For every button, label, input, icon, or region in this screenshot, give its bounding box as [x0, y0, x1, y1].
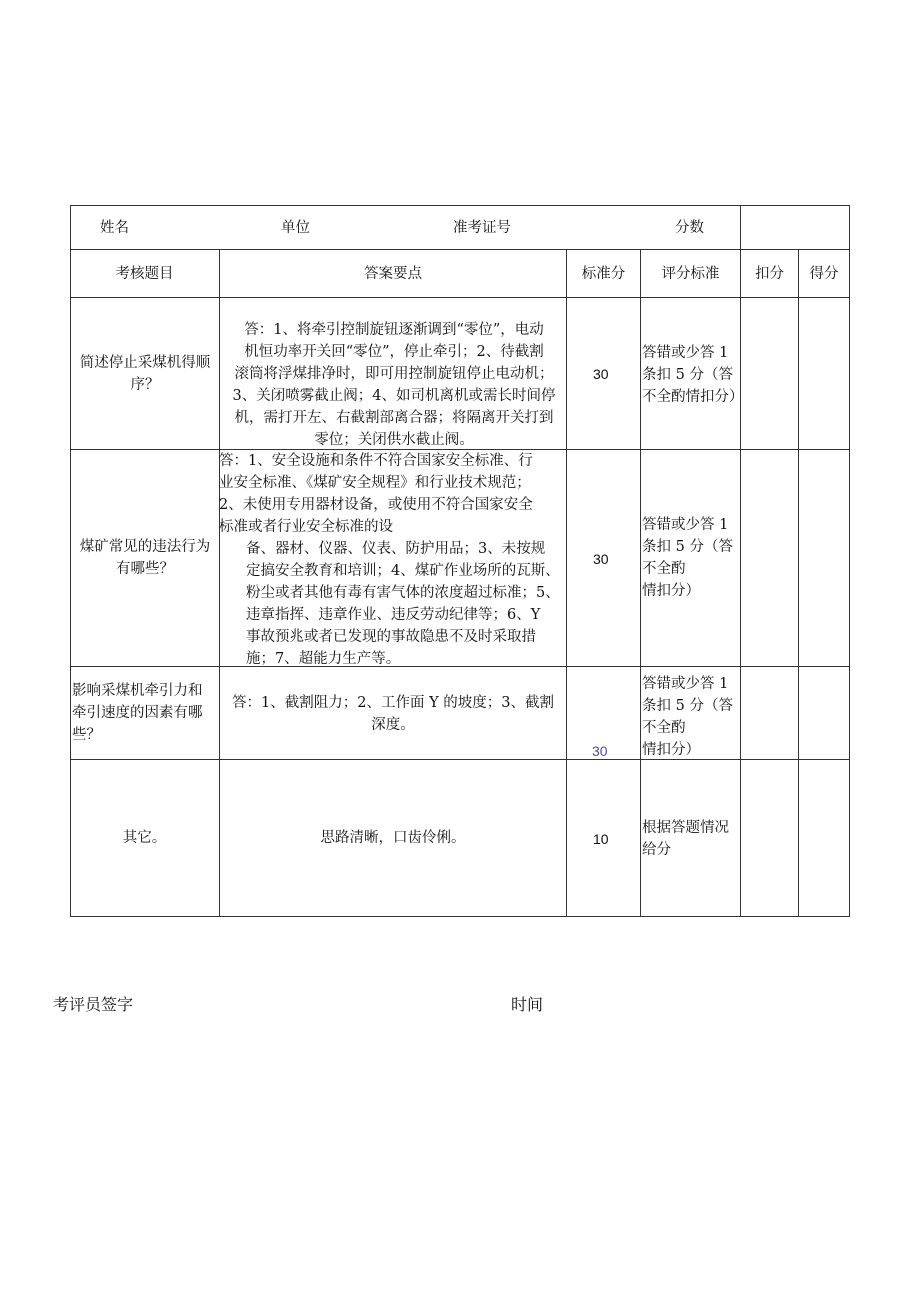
- deduction-field[interactable]: [741, 450, 798, 666]
- row-divider: [70, 297, 850, 298]
- unit-label: 单位: [281, 220, 310, 236]
- answer-line: 备、器材、仪器、仪表、防护用品；3、未按规: [246, 541, 546, 557]
- standard-score: 10: [593, 831, 609, 847]
- answer-line: 滚筒将浮煤排净时，即可用控制旋钮停止电动机；: [234, 366, 554, 382]
- topic-text: 简述停止采煤机得顺: [79, 355, 211, 371]
- deduction-field[interactable]: [741, 760, 798, 916]
- topic-text: 煤矿常见的违法行为: [79, 539, 211, 555]
- criteria-line: 不全酌: [642, 720, 686, 736]
- answer-line: 违章指挥、违章作业、违反劳动纪律等；6、Y: [246, 607, 541, 623]
- answer-line: 答：1、安全设施和条件不符合国家安全标准、行: [219, 453, 533, 469]
- criteria-line: 给分: [642, 842, 671, 858]
- criteria-line: 答错或少答 1: [642, 517, 729, 533]
- name-label: 姓名: [100, 220, 129, 236]
- answer-cell: [226, 319, 562, 451]
- answer-line: 事故预兆或者已发现的事故隐患不及时采取措: [246, 629, 536, 645]
- assessment-table: [70, 205, 850, 917]
- answer-line: 深度。: [371, 717, 415, 733]
- score-field[interactable]: [799, 667, 849, 759]
- answer-line: 2、未使用专用器材设备，或使用不符合国家安全: [219, 497, 533, 513]
- standard-score: 30: [593, 366, 609, 382]
- exam-number-label: 准考证号: [453, 220, 511, 236]
- criteria-line: 答错或少答 1: [642, 345, 729, 361]
- answer-line: 机恒功率开关回“零位”，停止牵引；2、待截割: [244, 344, 544, 360]
- topic-text: 些？: [72, 727, 101, 743]
- deduction-field[interactable]: [741, 667, 798, 759]
- time-label: 时间: [511, 997, 544, 1014]
- table-border-bottom: [70, 916, 850, 917]
- col-header-score: 得分: [809, 265, 839, 282]
- col-header-standard-score: 标准分: [581, 265, 626, 282]
- answer-line: 施；7、超能力生产等。: [246, 651, 401, 667]
- answer-cell: [219, 450, 565, 670]
- criteria-line: 不全酌情扣分）: [642, 389, 744, 405]
- answer-line: 3、关闭喷雾截止阀；4、如司机离机或需长时间停: [232, 388, 556, 404]
- topic-cell: [72, 680, 218, 746]
- col-header-deduction: 扣分: [755, 265, 784, 282]
- topic-cell: [74, 352, 216, 396]
- table-border-right: [849, 205, 850, 917]
- criteria-line: 情扣分）: [642, 583, 700, 599]
- answer-line: 定搞安全教育和培训；4、煤矿作业场所的瓦斯、: [246, 563, 560, 579]
- criteria-line: 答错或少答 1: [642, 676, 729, 692]
- standard-score: 30: [592, 743, 608, 759]
- score-label: 分数: [675, 220, 704, 236]
- topic-text: 影响采煤机牵引力和: [72, 683, 203, 699]
- answer-line: 粉尘或者其他有毒有害气体的浓度超过标准；5、: [246, 585, 560, 601]
- answer-cell: [220, 692, 566, 736]
- col-header-answer: 答案要点: [364, 265, 422, 282]
- answer-line: 答：1、将牵引控制旋钮逐渐调到“零位”，电动: [244, 322, 544, 338]
- answer-line: 答：1、截割阻力；2、工作面 Y 的坡度；3、截割: [232, 695, 554, 711]
- table-border-top: [70, 205, 850, 206]
- col-header-topic: 考核题目: [115, 265, 174, 282]
- criteria-line: 条扣 5 分（答: [642, 698, 733, 714]
- score-field[interactable]: [741, 206, 849, 249]
- col-header-criteria: 评分标准: [661, 265, 720, 282]
- criteria-cell: [642, 514, 741, 602]
- topic-text: 牵引速度的因素有哪: [72, 705, 203, 721]
- criteria-cell: [642, 673, 741, 761]
- score-field[interactable]: [799, 450, 849, 666]
- answer-line: 机，需打开左、右截割部离合器；将隔离开关打到: [234, 410, 554, 426]
- criteria-line: 根据答题情况: [642, 820, 729, 836]
- answer-cell: [220, 760, 566, 916]
- answer-line: 思路清晰，口齿伶俐。: [320, 830, 466, 846]
- topic-cell: [70, 760, 219, 916]
- criteria-cell: [642, 817, 741, 861]
- topic-cell: [74, 536, 216, 580]
- answer-line: 业安全标准、《煤矿安全规程》和行业技术规范；: [219, 475, 531, 491]
- topic-text: 其它。: [122, 830, 167, 846]
- criteria-line: 不全酌: [642, 561, 686, 577]
- criteria-cell: [642, 342, 744, 408]
- col-divider: [640, 249, 641, 917]
- score-field[interactable]: [799, 298, 849, 449]
- criteria-line: 条扣 5 分（答: [642, 539, 733, 555]
- score-field[interactable]: [799, 760, 849, 916]
- topic-text: 有哪些？: [116, 561, 174, 577]
- answer-line: 标准或者行业安全标准的设: [219, 519, 393, 535]
- criteria-line: 条扣 5 分（答: [642, 367, 733, 383]
- examiner-signature-label: 考评员签字: [53, 997, 134, 1014]
- deduction-field[interactable]: [741, 298, 798, 449]
- criteria-line: 情扣分）: [642, 742, 700, 758]
- col-divider: [566, 249, 567, 917]
- standard-score: 30: [593, 551, 609, 567]
- answer-line: 零位；关闭供水截止阀。: [314, 432, 474, 448]
- topic-text: 序？: [130, 377, 160, 393]
